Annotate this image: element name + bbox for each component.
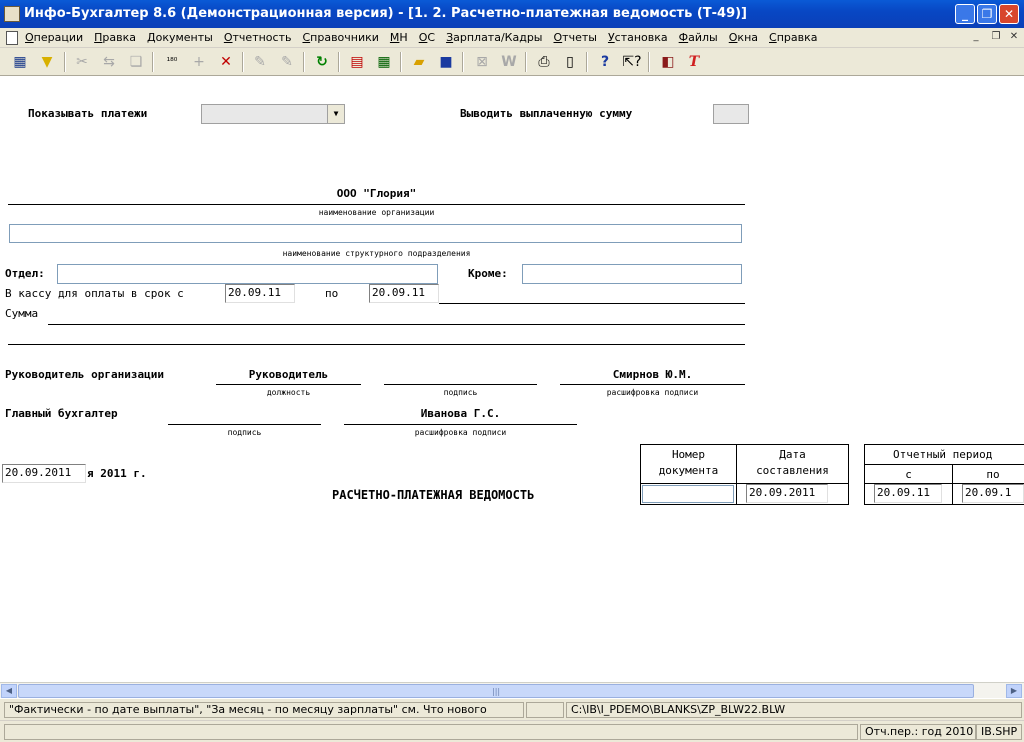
dept-label: Отдел: — [5, 267, 45, 280]
divider — [8, 344, 745, 345]
director-name: Смирнов Ю.М. — [612, 368, 693, 381]
decoding-caption: расшифровка подписи — [606, 388, 699, 397]
horizontal-scrollbar[interactable] — [0, 682, 1024, 698]
refresh-icon[interactable]: ↻ — [316, 54, 328, 70]
move-icon[interactable]: ⇆ — [103, 54, 115, 70]
preview-icon[interactable]: ▯ — [566, 54, 574, 70]
menu-directories[interactable]: Справочники — [302, 31, 379, 44]
period-to-header — [952, 464, 1024, 484]
menu-reporting[interactable]: Отчетность — [223, 31, 292, 44]
cut-icon[interactable]: ✂ — [76, 54, 88, 70]
signature-caption-2: подпись — [227, 428, 262, 437]
menu-salary[interactable]: Зарплата/Кадры — [446, 31, 543, 44]
calculator-icon[interactable]: ▦ — [377, 54, 391, 70]
scroll-grip-icon: ||| — [492, 687, 501, 696]
app-icon[interactable] — [4, 6, 20, 22]
period-header-text: Отчетный период — [893, 448, 993, 461]
disabled-w-icon[interactable]: W — [501, 54, 517, 70]
compile-date-input[interactable]: 20.09.2011 — [746, 484, 828, 503]
duplicate-icon[interactable]: ✎ — [281, 54, 293, 70]
title-bar — [0, 0, 1024, 28]
mdi-close-button[interactable]: ✕ — [1009, 31, 1019, 42]
director-label: Руководитель организации — [5, 368, 164, 381]
date-to-input[interactable]: 20.09.11 — [369, 284, 439, 303]
year-text: я 2011 г. — [87, 467, 147, 480]
scroll-right-icon[interactable]: ▶ — [1006, 684, 1022, 698]
menu-items — [25, 31, 828, 44]
date-header-2: составления — [756, 464, 829, 477]
date-from-input[interactable]: 20.09.11 — [225, 284, 295, 303]
period-to-header-text: по — [986, 468, 1000, 481]
toolbar-separator — [303, 52, 305, 72]
period-from-input[interactable]: 20.09.11 — [874, 484, 942, 503]
minimize-button[interactable]: _ — [955, 4, 975, 24]
status-bar — [0, 698, 1024, 720]
divider — [48, 324, 745, 325]
signature-caption: подпись — [443, 388, 478, 397]
org-name-caption: наименование организации — [318, 208, 435, 217]
font-icon[interactable]: T — [688, 54, 700, 70]
help-icon[interactable]: ? — [600, 54, 610, 70]
toolbar-separator — [648, 52, 650, 72]
mdi-restore-button[interactable]: ❐ — [991, 31, 1001, 42]
menu-os[interactable]: ОС — [418, 31, 436, 44]
toolbar — [0, 48, 1024, 76]
menu-operations[interactable]: Операции — [25, 31, 84, 44]
menu-help[interactable]: Справка — [769, 31, 818, 44]
toolbar-separator — [586, 52, 588, 72]
doc-number-input[interactable] — [642, 485, 734, 503]
add-icon[interactable]: + — [193, 54, 205, 70]
divider — [216, 384, 361, 385]
dept-input[interactable] — [57, 264, 438, 284]
menu-bar — [0, 28, 1024, 48]
divider — [439, 303, 745, 304]
edit-icon[interactable]: ✎ — [254, 54, 266, 70]
accountant-name: Иванова Г.С. — [420, 407, 501, 420]
toolbar-separator — [338, 52, 340, 72]
doc-date-input[interactable]: 20.09.2011 — [2, 464, 86, 483]
menu-reports[interactable]: Отчеты — [553, 31, 597, 44]
open-folder-icon[interactable]: ▰ — [413, 54, 425, 70]
doc-number-header-2: документа — [658, 464, 719, 477]
scroll-left-icon[interactable]: ◀ — [1, 684, 17, 698]
date-header-1: Дата — [779, 448, 806, 461]
status-period: Отч.пер.: год 2010 — [860, 724, 976, 740]
numbering-icon[interactable]: ¹⁸⁰ — [166, 57, 178, 67]
sum-label: Сумма — [5, 307, 39, 320]
doc-number-header-1: Номер — [671, 448, 706, 461]
toolbar-separator — [462, 52, 464, 72]
divider — [560, 384, 745, 385]
form-content — [0, 77, 1024, 682]
show-payments-label: Показывать платежи — [28, 107, 148, 120]
save-icon[interactable]: ■ — [439, 54, 453, 70]
status-bar-2 — [0, 720, 1024, 742]
divider — [8, 204, 745, 205]
menu-windows[interactable]: Окна — [728, 31, 758, 44]
show-payments-dropdown[interactable] — [201, 104, 345, 124]
print-icon[interactable]: ⎙ — [538, 54, 550, 70]
date-header — [736, 444, 849, 484]
cash-label: В кассу для оплаты в срок с — [5, 287, 184, 300]
toolbar-separator — [400, 52, 402, 72]
export-icon[interactable]: ▤ — [350, 54, 364, 70]
status-hint: "Фактически - по дате выплаты", "За месяц - по месяцу зарплаты" см. Что нового — [4, 702, 524, 718]
menu-settings[interactable]: Установка — [607, 31, 668, 44]
status-shop: IB.SHP — [976, 724, 1022, 740]
divider — [344, 424, 577, 425]
restore-button[interactable]: ❐ — [977, 4, 997, 24]
by-label: по — [325, 287, 339, 300]
status-empty — [526, 702, 564, 718]
org-name: ООО "Глория" — [336, 187, 417, 200]
menu-documents[interactable]: Документы — [147, 31, 213, 44]
document-icon[interactable] — [6, 31, 18, 45]
close-button[interactable]: ✕ — [999, 4, 1019, 24]
filter-icon[interactable]: ▼ — [41, 54, 53, 70]
menu-files[interactable]: Файлы — [678, 31, 718, 44]
period-from-header — [864, 464, 953, 484]
paid-sum-label: Выводить выплаченную сумму — [460, 107, 633, 120]
status-path: C:\IB\I_PDEMO\BLANKS\ZP_BLW22.BLW — [566, 702, 1022, 718]
division-caption: наименование структурного подразделения — [282, 249, 471, 258]
toolbar-separator — [152, 52, 154, 72]
tools-icon[interactable]: ◧ — [661, 54, 675, 70]
status-empty-2 — [4, 724, 858, 740]
delete-icon[interactable]: ✕ — [220, 54, 232, 70]
context-help-icon[interactable]: ⇱? — [622, 54, 642, 70]
doc-title: РАСЧЕТНО-ПЛАТЕЖНАЯ ВЕДОМОСТЬ — [332, 488, 535, 502]
grid-icon[interactable]: ▦ — [13, 54, 27, 70]
copy-icon[interactable]: ❏ — [129, 54, 143, 70]
chief-accountant-label: Главный бухгалтер — [5, 407, 118, 420]
period-to-input[interactable]: 20.09.1 — [962, 484, 1024, 503]
toolbar-separator — [64, 52, 66, 72]
mdi-minimize-button[interactable]: _ — [973, 31, 979, 42]
except-input[interactable] — [522, 264, 742, 284]
position-caption: должность — [266, 388, 311, 397]
period-header — [864, 444, 1024, 465]
division-input[interactable] — [9, 224, 742, 243]
divider — [384, 384, 537, 385]
except-label: Кроме: — [468, 267, 508, 280]
menu-mn[interactable]: МН — [389, 31, 408, 44]
disabled-x-icon[interactable]: ⊠ — [476, 54, 488, 70]
paid-sum-checkbox[interactable] — [713, 104, 749, 124]
period-from-header-text: с — [905, 468, 912, 481]
toolbar-separator — [242, 52, 244, 72]
divider — [168, 424, 321, 425]
toolbar-separator — [525, 52, 527, 72]
director-position: Руководитель — [248, 368, 329, 381]
window-title: Инфо-Бухгалтер 8.6 (Демонстрационная версия) - [1. 2. Расчетно-платежная ведомость (Т-49)] — [24, 6, 747, 21]
menu-edit[interactable]: Правка — [94, 31, 137, 44]
decoding-caption-2: расшифровка подписи — [414, 428, 507, 437]
doc-number-header — [640, 444, 737, 484]
chevron-down-icon[interactable]: ▼ — [327, 105, 344, 123]
